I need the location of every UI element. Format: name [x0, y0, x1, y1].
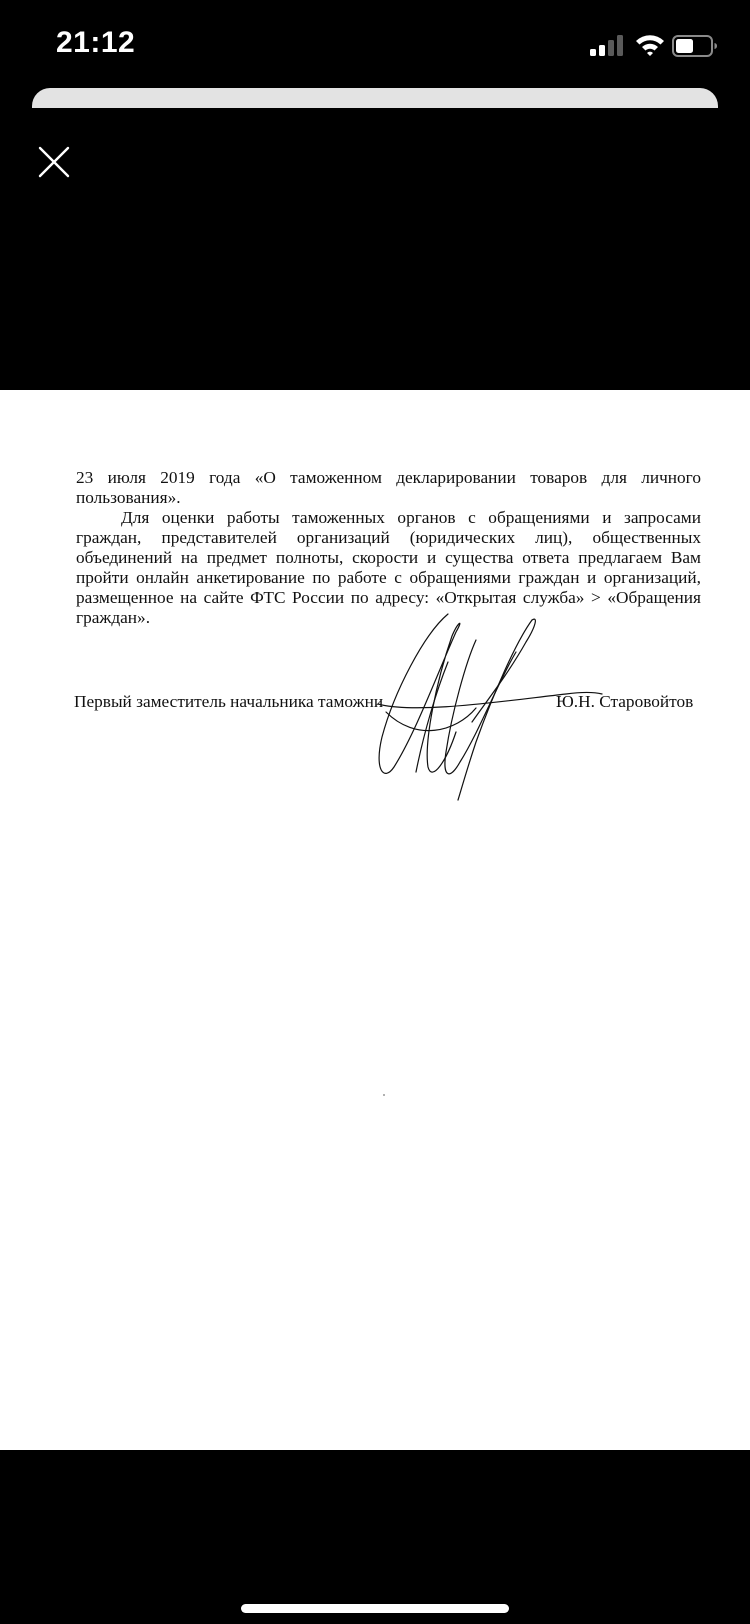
wifi-icon: [634, 32, 666, 56]
signature-image: [376, 612, 606, 802]
document-line: граждан».: [76, 608, 151, 627]
document-line: 23 июля 2019 года «О таможенном декларировании товаров для личного: [76, 468, 701, 487]
signatory-title: Первый заместитель начальника таможни: [74, 692, 384, 711]
page-speck: [383, 1094, 385, 1096]
signatory-name: Ю.Н. Старовойтов: [556, 692, 694, 711]
home-indicator[interactable]: [241, 1604, 509, 1613]
document-line: граждан, представителей организаций (юридических лиц), общественных: [76, 528, 701, 547]
cellular-signal-icon: [590, 34, 626, 56]
status-time: 21:12: [56, 26, 136, 59]
battery-icon: [672, 35, 718, 57]
document-line: размещенное на сайте ФТС России по адресу: «Открытая служба» > «Обращения: [76, 588, 701, 607]
document-line: объединений на предмет полноты, скорости и существа ответа предлагаем Вам: [76, 548, 701, 567]
sheet-top-edge: [32, 88, 718, 108]
close-icon: [36, 144, 72, 180]
status-bar: [0, 0, 750, 90]
close-button[interactable]: [36, 144, 72, 180]
document-line: пройти онлайн анкетирование по работе с обращениями граждан и организаций,: [76, 568, 701, 587]
document-line: Для оценки работы таможенных органов с обращениями и запросами: [121, 508, 701, 527]
document-page[interactable]: [0, 390, 750, 1450]
document-line: пользования».: [76, 488, 181, 507]
